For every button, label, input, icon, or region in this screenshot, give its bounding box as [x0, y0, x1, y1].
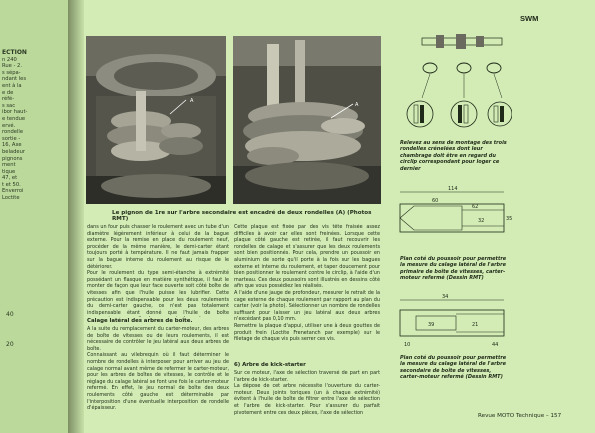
- pusher-primary-drawing: [392, 182, 512, 252]
- prev-number-b: 20: [6, 341, 14, 348]
- gearbox-photo-left: [86, 36, 226, 204]
- binding-gutter: [68, 0, 84, 433]
- dim-39: 39: [428, 322, 435, 328]
- prev-line: beladeur: [2, 148, 26, 155]
- column1-bottom-text: A la suite du remplacement du carter-moteur, des arbres de boîte de vitesses ou de leurs roulements, il est nécessaire de contrôler le jeu latéral aux deux arbres de boîte. Connaissant au vilebrequin où il faut déterminer le nombre de rondelles à interposer pour arriver au jeu de calage normal avant même de refermer le carter-moteur, pour les arbres de boîtes de vitesses, le contrôle et le réglage du calage latéral se font une fois le carter-moteur refermé. En effet, le jeu normal de boîte des deux roulements côté gauche est déterminable par l'interposition d'une éventuelle interposition de rondelle d'épaisseur.: [87, 326, 229, 412]
- prev-line: ervé.: [2, 122, 16, 129]
- dim-60: 60: [432, 198, 439, 204]
- washer-diagram-caption: Relevez au sens de montage des trois rondelles crénelées dont leur chambrage doit être en regard du circlip correspondant pour loger ce dernier: [400, 140, 507, 172]
- washer-diagram: [392, 28, 512, 138]
- prev-line: rondelle: [2, 129, 24, 136]
- prev-line: réfé-: [2, 96, 15, 103]
- dim-62: 62: [472, 204, 479, 210]
- column1-heading: Calage latéral des arbres de boîte.: [87, 318, 193, 324]
- pusher-secondary-drawing: [392, 292, 512, 352]
- pusher-primary-svg: [392, 182, 512, 252]
- dim-10: 10: [404, 342, 411, 348]
- previous-page-edge: [0, 0, 71, 433]
- prev-number-a: 40: [6, 311, 14, 318]
- prev-line: ment: [2, 162, 16, 169]
- prev-line: 16, Axe: [2, 142, 22, 149]
- prev-line: Loctite: [2, 195, 20, 202]
- pusher-secondary-svg: [392, 292, 512, 352]
- prev-lines: [2, 63, 66, 201]
- photo-left-label: A: [190, 98, 194, 104]
- dim-21: 21: [472, 322, 479, 328]
- column1-top-text: dans un four puis chasser le roulement avec un tube d'un diamètre légèrement inférieur à celui de la bague externe. Pour la remise en place du roulement neuf, procéder de la même manière, le demi-carter étant toujours porté à température. Il ne faut jamais frapper sur la bague interne du roulement au risque de le détériorer. Pour le roulement du type semi-étanche à extrémité possédant un flasque en matière synthétique, il faut le monter de façon que leur face ouverte soit côté boîte de vitesses afin que l'huile puisse les lubrifier. Cette précaution est indispensable pour les deux roulements du demi-carter gauche, ce n'est pas totalement indispensable étant donné que l'huile de boîte: [87, 224, 229, 316]
- prev-line: sortie -: [2, 135, 21, 142]
- pusher-primary-caption: Plan coté du poussoir pour permettre la mesure du calage latéral de l'arbre primaire de boîte de vitesses, carter-moteur refermé (Dessin RMT): [400, 256, 507, 282]
- prev-line: ibor haut-: [2, 109, 28, 116]
- column2-heading: 6) Arbre de kick-starter: [234, 362, 306, 368]
- prev-line: ndant les: [2, 76, 27, 83]
- photo-caption: Le pignon de 1re sur l'arbre secondaire est encadré de deux rondelles (A) (Photos RMT): [112, 210, 372, 222]
- prev-line: ent à la: [2, 82, 22, 89]
- dim-32: 32: [478, 218, 485, 224]
- previous-page-text: [2, 50, 66, 202]
- washer-diagram-drawing: [392, 28, 512, 138]
- dim-114: 114: [448, 186, 458, 192]
- brand-label: SWM: [520, 14, 539, 23]
- prev-line: e tendue: [2, 115, 26, 122]
- prev-line: Rue - 2.: [2, 63, 22, 70]
- prev-line: e de: [2, 89, 14, 96]
- dim-35: 35: [506, 216, 512, 222]
- page-footer: Revue MOTO Technique – 157: [478, 413, 562, 419]
- prev-line: Enverroi: [2, 188, 24, 195]
- dim-34: 34: [442, 294, 449, 300]
- dim-44: 44: [492, 342, 499, 348]
- column2-bottom-text: Sur ce moteur, l'axe de sélection traversé de part en part l'arbre de kick-starter. La dépose de cet arbre nécessite l'ouverture du carter-moteur. Deux joints toriques (un à chaque extrémité) évitent à l'huile de boîte de filtrer entre l'axe de sélection et l'arbre de kick-starter. Pour s'assurer du parfait pivotement entre ces deux pièces, l'axe de sélection: [234, 370, 380, 416]
- prev-line: 47, et: [2, 175, 18, 182]
- prev-line: tique: [2, 168, 16, 175]
- gearbox-photo-left-image: [86, 36, 226, 204]
- column2-top-text: Cette plaque est fixée par des vis tête fraisée assez difficiles à avoir car elles sont freinées. Lorsque cette plaque côté gauche est retirée, il faut recouvrir les rondelles de calage et s'assurer que les deux roulements sont bien positionnés. Pour cela, prendre un poussoir en aluminium de sorte qu'il porte à la fois sur les bagues externe et interne du roulement, et taper doucement pour bien positionner le roulement contre le circlip, à l'aide d'un marteau. Ces deux poussoirs sont illustrés en dessins côté afin que vous possédiez les réalisés. A l'aide d'une jauge de profondeur, mesurer le retrait de la cage externe de chaque roulement par rapport au plan du carter (voir la photo). Sélectionner un nombre de rondelles suffisant pour laisser un jeu latéral aux deux arbres n'excédant pas 0,10 mm. Remettre la plaque d'appui, utiliser une à deux gouttes de produit frein (Loctite Frenetanch par exemple) sur le filetage de chaque vis puis serrer ces vis.: [234, 224, 380, 343]
- prev-line: t et 50.: [2, 181, 21, 188]
- gearbox-photo-right-image: [233, 36, 381, 204]
- prev-line: pignons: [2, 155, 23, 162]
- gearbox-photo-right: [233, 36, 381, 204]
- pusher-secondary-caption: Plan coté du poussoir pour permettre la mesure du calage latéral de l'arbre secondaire de boîte de vitesses, carter-moteur refermé (Dessin RMT): [400, 355, 507, 381]
- prev-line: s sac: [2, 102, 16, 109]
- prev-subheading: n 240: [2, 56, 17, 63]
- prev-numbers: [6, 300, 14, 360]
- photo-right-label: A: [355, 102, 359, 108]
- prev-heading: ECTION: [2, 49, 27, 56]
- prev-line: s sépa-: [2, 69, 21, 76]
